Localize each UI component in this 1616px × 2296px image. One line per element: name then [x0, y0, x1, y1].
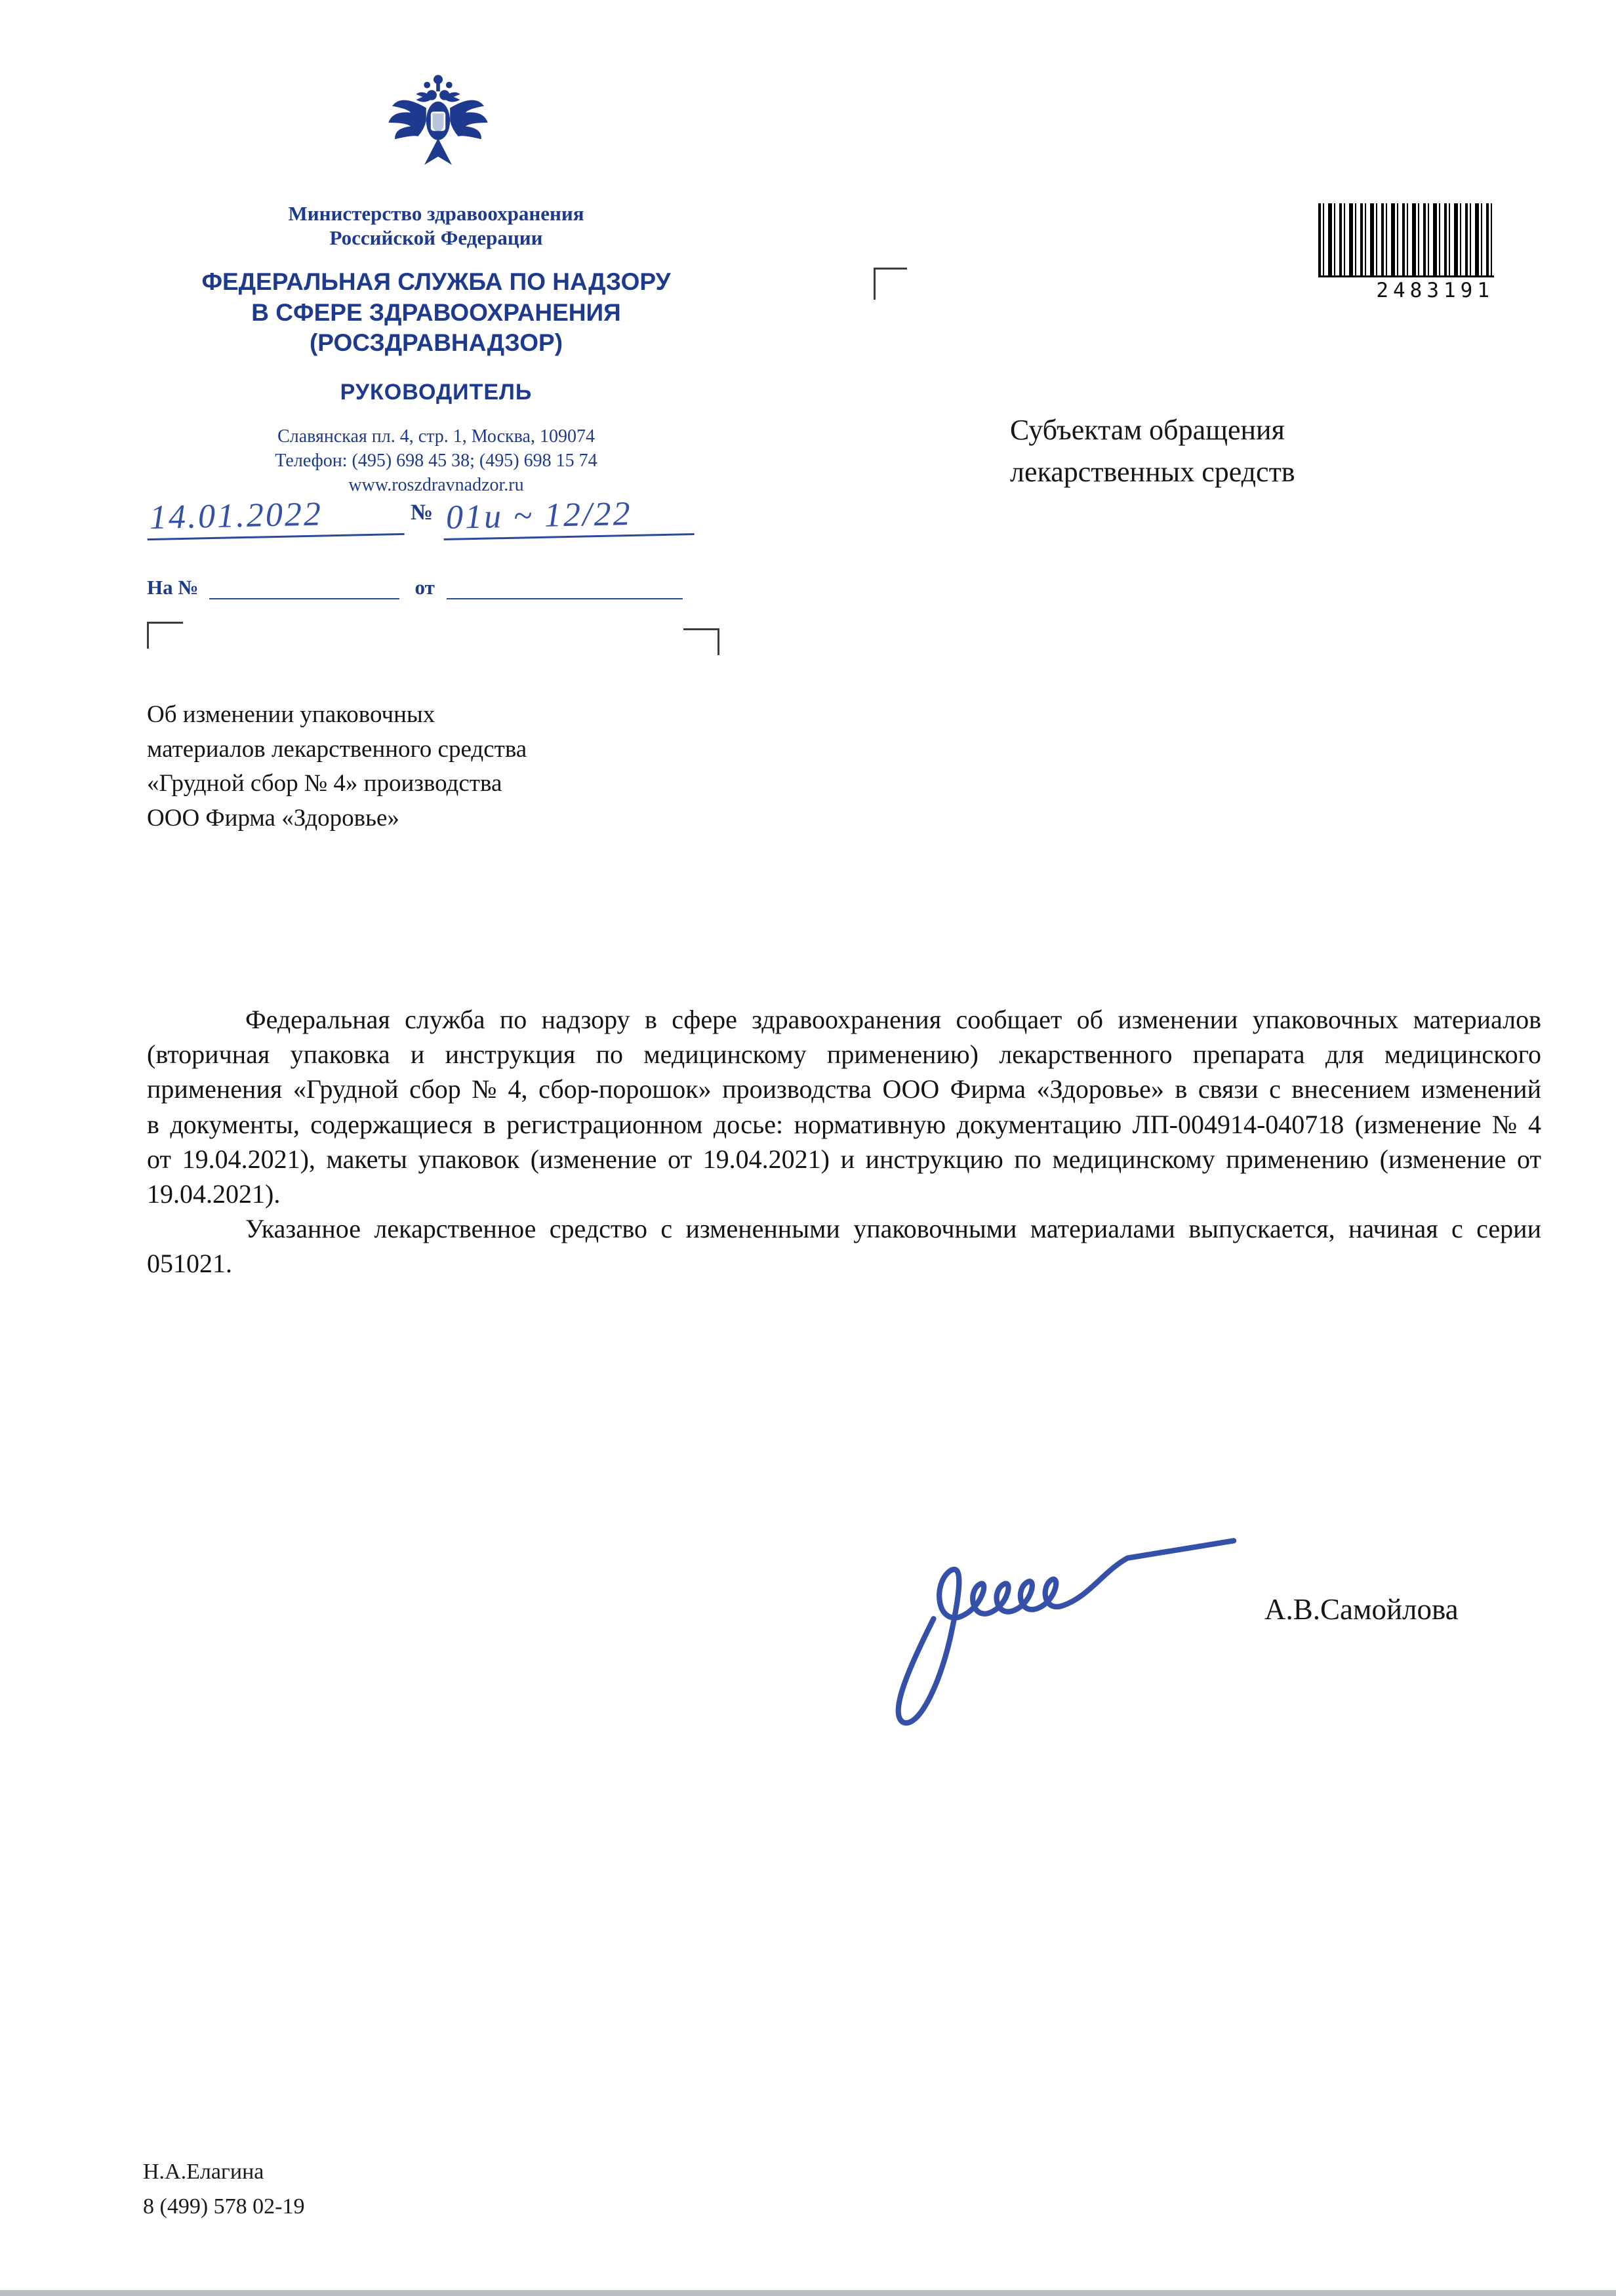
phone-numbers: Телефон: (495) 698 45 38; (495) 698 15 74 — [275, 450, 597, 471]
service-name — [131, 267, 741, 359]
subject-corner-mark-right — [683, 628, 719, 655]
handwritten-outgoing-number: 01и ~ 12/22 — [443, 493, 695, 540]
blank-underline — [447, 578, 683, 599]
executor-block — [143, 2155, 304, 2224]
reference-label: На № — [147, 576, 199, 599]
registration-line — [147, 496, 744, 538]
blank-underline — [209, 578, 399, 599]
subject-corner-mark-left — [147, 622, 183, 649]
executor-name: Н.А.Елагина — [143, 2160, 264, 2184]
postal-address: Славянская пл. 4, стр. 1, Москва, 109074 — [277, 426, 595, 447]
ministry-name — [131, 202, 741, 250]
contact-block — [131, 425, 741, 498]
subject-line-1: Об изменении упаковочных — [147, 701, 435, 728]
barcode — [1318, 203, 1494, 302]
service-line-2: В СФЕРЕ ЗДРАВООХРАНЕНИЯ — [251, 298, 621, 326]
subject-line-4: ООО Фирма «Здоровье» — [147, 804, 399, 832]
ministry-line-2: Российской Федерации — [329, 226, 543, 249]
body-paragraph-2: Указанное лекарственное средство с измененными упаковочными материалами выпускается, начиная с серии 051021. — [147, 1214, 1541, 1279]
ministry-line-1: Министерство здравоохранения — [288, 202, 584, 225]
subject-line-2: материалов лекарственного средства — [147, 735, 527, 763]
number-sign: № — [411, 500, 434, 525]
addressee-line-2: лекарственных средств — [1010, 455, 1295, 488]
body-paragraph-1: Федеральная служба по надзору в сфере здравоохранения сообщает об изменении упаковочных материалов (вторичная упаковка и инструкция по медицинскому применению) лекарственного препарата для медицинского применения «Грудной сбор № 4, сбор-порошок» производства ООО Фирма «Здоровье» в связи с внесением изменений в документы, содержащиеся в регистрационном досье: нормативную документацию ЛП-004914-040718 (изменение № 4 от 19.04.2021), макеты упаковок (изменение от 19.04.2021) и инструкцию по медицинскому применению (изменение от 19.04.2021). — [147, 1005, 1541, 1209]
reference-from-label: от — [414, 576, 435, 599]
position-title: РУКОВОДИТЕЛЬ — [340, 379, 533, 405]
handwritten-date: 14.01.2022 — [146, 493, 404, 540]
executor-phone: 8 (499) 578 02-19 — [143, 2194, 305, 2219]
addressee-line-1: Субъектам обращения — [1010, 414, 1285, 446]
letterhead — [131, 202, 741, 498]
service-line-1: ФЕДЕРАЛЬНАЯ СЛУЖБА ПО НАДЗОРУ — [201, 268, 671, 296]
website-url: www.roszdravnadzor.ru — [348, 474, 524, 495]
addressee-corner-mark — [874, 268, 907, 300]
barcode-stripes — [1318, 203, 1494, 277]
service-line-3: (РОСЗДРАВНАДЗОР) — [309, 329, 563, 357]
reference-line — [147, 576, 683, 599]
signer-name: А.В.Самойлова — [1264, 1593, 1459, 1626]
letter-body — [147, 1002, 1541, 1281]
addressee-block — [1010, 409, 1295, 493]
subject-block — [147, 698, 737, 836]
scan-edge-artifact — [0, 2290, 1616, 2296]
handwritten-signature — [872, 1489, 1266, 1738]
coat-of-arms-emblem — [383, 63, 493, 191]
barcode-number: 2483191 — [1376, 279, 1494, 302]
subject-line-3: «Грудной сбор № 4» производства — [147, 770, 502, 797]
